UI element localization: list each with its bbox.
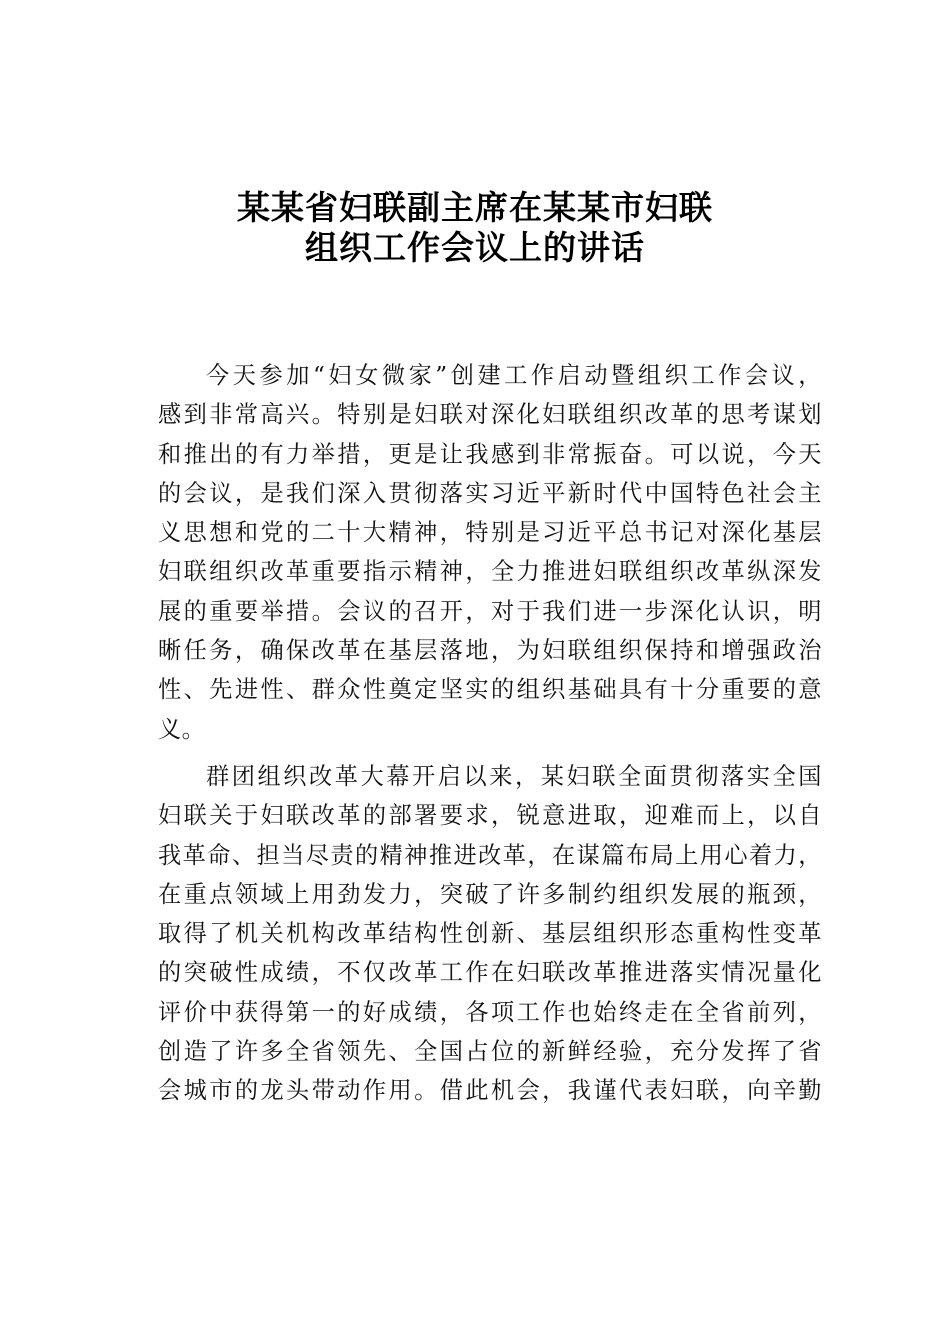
text-line: 义思想和党的二十大精神，特别是习近平总书记对深化基层 <box>158 519 822 547</box>
text-line: 的突破性成绩，不仅改革工作在妇联改革推进落实情况量化 <box>158 959 822 987</box>
text-line: 群团组织改革大幕开启以来，某妇联全面贯彻落实全国 <box>206 762 822 790</box>
paragraph-2 <box>158 757 822 1111</box>
text-line: 性、先进性、群众性奠定坚实的组织基础具有十分重要的意 <box>158 676 822 704</box>
text-line: 妇联关于妇联改革的部署要求，锐意进取，迎难而上，以自 <box>158 802 822 830</box>
text-line: 取得了机关机构改革结构性创新、基层组织形态重构性变革 <box>158 920 822 948</box>
title-line-1: 某某省妇联副主席在某某市妇联 <box>237 188 713 227</box>
text-line: 展的重要举措。会议的召开，对于我们进一步深化认识，明 <box>158 597 822 625</box>
text-line: 我革命、担当尽责的精神推进改革，在谋篇布局上用心着力， <box>158 841 822 869</box>
text-line: 感到非常高兴。特别是妇联对深化妇联组织改革的思考谋划 <box>158 401 822 429</box>
text-line: 今天参加“妇女微家”创建工作启动暨组织工作会议， <box>206 362 822 389</box>
paragraph-spacer <box>158 749 822 757</box>
paragraph-1 <box>158 356 822 749</box>
text-line: 会城市的龙头带动作用。借此机会，我谨代表妇联，向辛勤 <box>158 1077 822 1105</box>
speech-body <box>158 356 822 1111</box>
text-line: 义。 <box>158 715 206 743</box>
text-line: 和推出的有力举措，更是让我感到非常振奋。可以说，今天 <box>158 440 822 468</box>
title-line-2: 组织工作会议上的讲话 <box>305 228 645 267</box>
text-line: 的会议，是我们深入贯彻落实习近平新时代中国特色社会主 <box>158 479 822 507</box>
text-line: 晰任务，确保改革在基层落地，为妇联组织保持和增强政治 <box>158 637 822 665</box>
text-line: 创造了许多全省领先、全国占位的新鲜经验，充分发挥了省 <box>158 1038 822 1066</box>
text-line: 评价中获得第一的好成绩，各项工作也始终走在全省前列， <box>158 998 822 1026</box>
text-line: 在重点领域上用劲发力，突破了许多制约组织发展的瓶颈， <box>158 880 822 908</box>
text-line: 妇联组织改革重要指示精神，全力推进妇联组织改革纵深发 <box>158 558 822 586</box>
page-title <box>0 188 950 268</box>
